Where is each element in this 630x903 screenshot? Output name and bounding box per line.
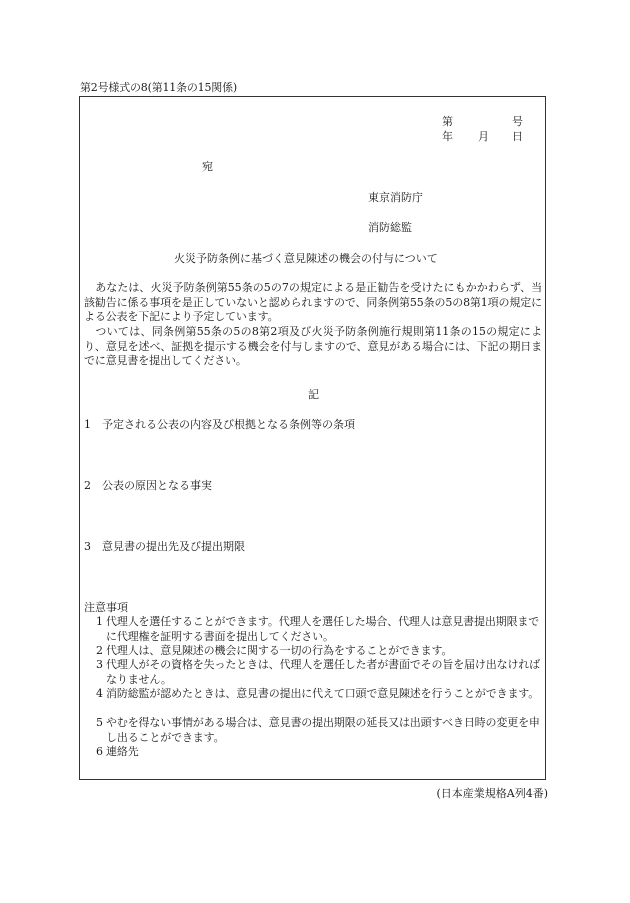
note-text: 代理人がその資格を失ったときは、代理人を選任した者が書面でその旨を届け出なければなりません。 <box>106 658 540 686</box>
doc-number-suffix: 号 <box>512 115 523 128</box>
note-item-6 <box>80 745 544 760</box>
section-2-heading: 2 公表の原因となる事実 <box>84 479 212 492</box>
note-text: やむを得ない事情がある場合は、意見書の提出期限の延長又は出頭すべき日時の変更を申し出ることができます。 <box>106 716 540 744</box>
issuer-title: 消防総監 <box>368 221 412 234</box>
section-3-heading: 3 意見書の提出先及び提出期限 <box>84 540 245 553</box>
note-item-3 <box>80 658 544 687</box>
date-month: 月 <box>478 130 489 143</box>
note-item-4 <box>80 687 544 702</box>
note-text: 連絡先 <box>106 745 139 758</box>
issuer-organization: 東京消防庁 <box>368 191 423 204</box>
body-paragraph-2: ついては、同条例第55条の5の8第2項及び火災予防条例施行規則第11条の15の規定により、意見を述べ、証拠を提示する機会を付与しますので、意見がある場合には、下記の期日までに意見書を提出してください。 <box>84 325 542 367</box>
note-number: 5 <box>96 716 103 729</box>
note-text: 消防総監が認めたときは、意見書の提出に代えて口頭で意見陳述を行うことができます。 <box>106 687 540 700</box>
note-text: 代理人は、意見陳述の機会に関する一切の行為をすることができます。 <box>106 644 453 657</box>
paper-size-standard: (日本産業規格A列4番) <box>436 787 548 800</box>
note-number: 1 <box>96 615 103 628</box>
note-number: 4 <box>96 687 103 700</box>
body-paragraph-1: あなたは、火災予防条例第55条の5の7の規定による是正勧告を受けたにもかかわらず、当該勧告に係る事項を是正していないと認められますので、同条例第55条の5の8第1項の規定による公表を下記により予定しています。 <box>84 281 542 323</box>
section-1-heading: 1 予定される公表の内容及び根拠となる条例等の条項 <box>84 418 355 431</box>
date-day: 日 <box>512 130 523 143</box>
note-text: 代理人を選任することができます。代理人を選任した場合、代理人は意見書提出期限までに代理権を証明する書面を提出してください。 <box>106 615 540 643</box>
form-number-label: 第2号様式の8(第11条の15関係) <box>80 81 237 94</box>
date-year: 年 <box>442 130 453 143</box>
note-number: 2 <box>96 644 103 657</box>
form-frame <box>79 96 546 780</box>
doc-number-prefix: 第 <box>442 115 453 128</box>
note-number: 6 <box>96 745 103 758</box>
ki-heading: 記 <box>308 388 319 401</box>
note-item-2 <box>80 644 544 659</box>
note-number: 3 <box>96 658 103 671</box>
notes-title: 注意事項 <box>84 601 128 614</box>
note-item-1 <box>80 615 544 644</box>
addressee-suffix: 宛 <box>202 160 213 173</box>
note-item-5 <box>80 716 544 745</box>
document-subject: 火災予防条例に基づく意見陳述の機会の付与について <box>174 252 438 265</box>
